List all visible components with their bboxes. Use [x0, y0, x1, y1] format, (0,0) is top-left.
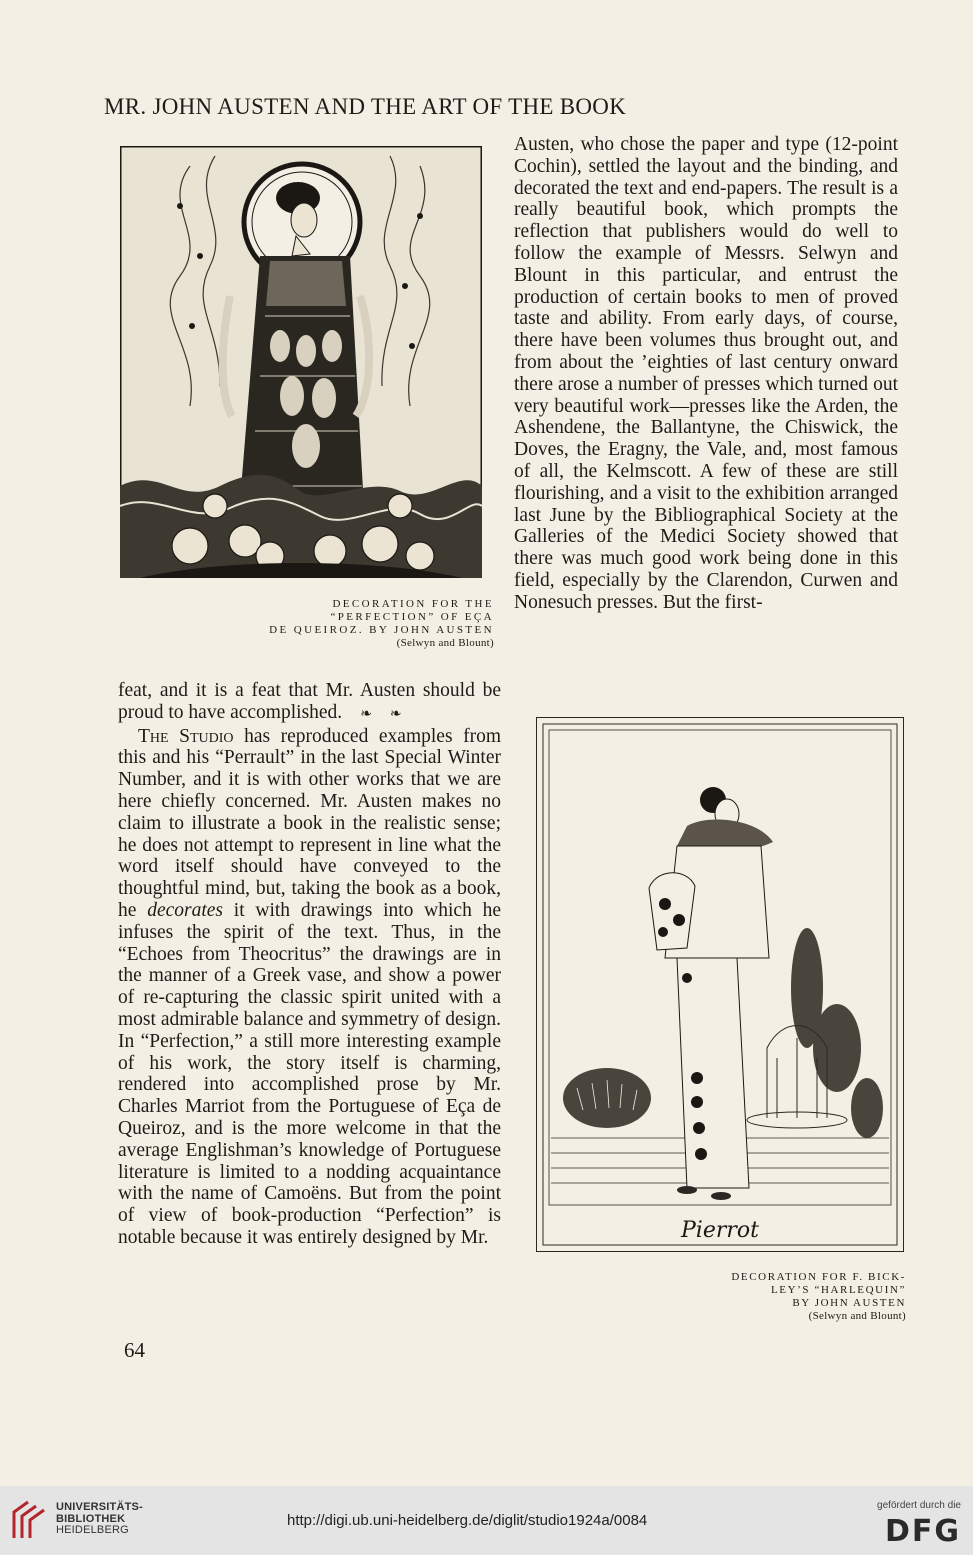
left-paragraph-1	[118, 680, 501, 726]
figure2-caption-line: DECORATION FOR F. BICK-	[731, 1271, 906, 1283]
figure2-publisher: (Selwyn and Blount)	[808, 1310, 906, 1322]
running-head: MR. JOHN AUSTEN AND THE ART OF THE BOOK	[104, 94, 627, 119]
pierrot-illustration	[536, 717, 904, 1252]
figure1-caption-line: DECORATION FOR THE	[332, 598, 494, 610]
leaf-ornament-icon: ❧	[360, 706, 372, 722]
page-number: 64	[124, 1338, 145, 1362]
library-name-line: UNIVERSITÄTS-	[56, 1501, 143, 1513]
left-paragraph-2-emphasis: decorates	[147, 899, 223, 921]
leaf-ornament-icon: ❧	[389, 706, 402, 722]
right-paragraph: Austen, who chose the paper and type (12-point Cochin), settled the layout and the binding, and decorated the text and end-papers. The result is a really beautiful book, which prompts the reflection that publishers would do well to follow the example of Messrs. Selwyn and Blount in this particular, and entrust the production of certain books to men of proved taste and ability. From early days, of course, there have been volumes thus brought out, and from about the ’eighties of last century onward there arose a number of presses which turned out very beautiful work—presses like the Arden, the Ashendene, the Ballantyne, the Chiswick, the Doves, the Eragny, the Vale, and, most famous of all, the Kelmscott. A few of these are still flourishing, and a visit to the exhibition arranged last June by the Bibliographical Society at the Galleries of the Medici Society showed that there was much good work being done in this field, especially by the Clarendon, Curwen and Nonesuch presses. But the first-	[514, 134, 898, 613]
studio-name: The Studio	[138, 725, 234, 747]
library-name	[56, 1502, 143, 1537]
pierrot-title: Pierrot	[681, 1218, 759, 1243]
figure2-caption-line: BY JOHN AUSTEN	[792, 1297, 906, 1309]
figure1-caption-line: DE QUEIROZ. BY JOHN AUSTEN	[269, 624, 494, 636]
digitization-footer	[0, 1486, 973, 1555]
perfection-illustration	[120, 146, 482, 578]
dfg-logo: DFG	[884, 1514, 961, 1549]
library-name-line: HEIDELBERG	[56, 1524, 129, 1536]
left-paragraph-1-text: feat, and it is a feat that Mr. Austen should be proud to have accomplished.	[118, 680, 501, 723]
library-logo-icon	[8, 1498, 50, 1542]
figure1-publisher: (Selwyn and Blount)	[396, 637, 494, 649]
funded-by-label: gefördert durch die	[877, 1500, 961, 1511]
left-paragraph-2-text-a: has reproduced examples from this and his “Perrault” in the last Special Winter Number, and it is with other works that we are here chiefly concerned. Mr. Austen makes no claim to illustrate a book in the realistic sense; he does not attempt to represent in line what the word itself should have conveyed to the thoughtful mind, but, taking the book as a book, he	[118, 725, 501, 921]
figure2-caption-line: LEY’S “HARLEQUIN”	[770, 1284, 906, 1296]
library-name-line: BIBLIOTHEK	[56, 1512, 126, 1525]
right-column	[514, 134, 898, 614]
figure2-caption	[690, 1271, 906, 1323]
figure1-caption	[240, 598, 494, 650]
left-column	[118, 680, 501, 1249]
left-paragraph-2-text-b: it with drawings into which he infuses the spirit of the text. Thus, in the “Echoes from Theocritus” the drawings are in the manner of a Greek vase, and show a power of re-capturing the classic spirit united with a most admirable balance and symmetry of design. In “Perfection,” a still more interesting example of his work, the story itself is charming, rendered into accomplished prose by Mr. Charles Marriot from the Portuguese of Eça de Queiroz, and is the more welcome in that the average Englishman’s knowledge of Portuguese literature is limited to a nodding acquaintance with the name of Camoëns. But from the point of view of book-production “Perfection” is notable because it was entirely designed by Mr.	[118, 899, 502, 1248]
permalink[interactable]: http://digi.ub.uni-heidelberg.de/diglit/studio1924a/0084	[287, 1512, 648, 1529]
left-paragraph-2	[118, 726, 501, 1249]
figure1-caption-line: “PERFECTION” OF EÇA	[330, 611, 494, 623]
